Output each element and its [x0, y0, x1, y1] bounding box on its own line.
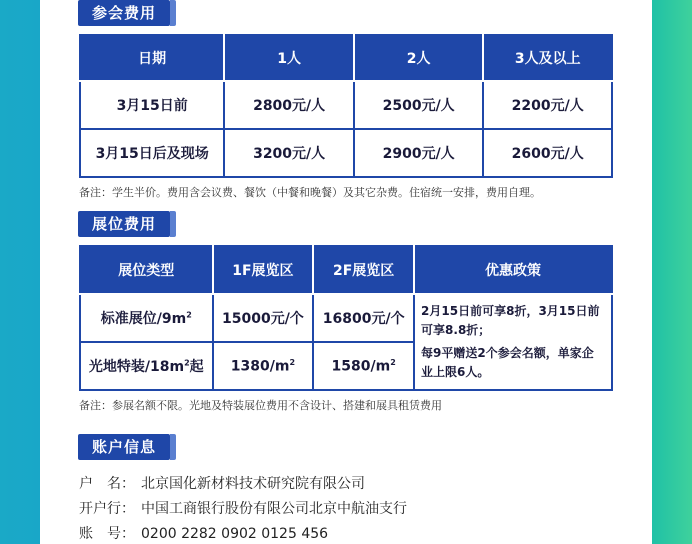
header-cell: 3人及以上: [483, 35, 612, 81]
table-cell: [313, 342, 414, 390]
booth-type-suffix: 起: [189, 359, 204, 375]
account-number-row: [79, 523, 328, 543]
table-row: [80, 129, 612, 177]
table-cell: [213, 342, 314, 390]
table-cell: 2800元/人: [224, 81, 354, 129]
price-text: 1580/m: [331, 358, 391, 375]
table-cell: 2200元/人: [483, 81, 612, 129]
table-row: [80, 294, 612, 342]
header-cell: 1F展览区: [213, 246, 314, 294]
booth-note: 备注：参展名额不限。光地及特装展位费用不含设计、搭建和展具租赁费用: [79, 399, 442, 412]
account-name-label: 户 名：: [79, 476, 135, 492]
table-cell: [80, 294, 213, 342]
booth-fee-table: [79, 245, 613, 391]
superscript: 2: [184, 358, 190, 368]
table-header-row: [80, 246, 612, 294]
header-cell: 优惠政策: [414, 246, 612, 294]
header-cell: 2F展览区: [313, 246, 414, 294]
superscript: 2: [186, 310, 192, 320]
booth-type-text: 标准展位/9m: [100, 311, 187, 327]
fee-note: 备注：学生半价。费用含会议费、餐饮（中餐和晚餐）及其它杂费。住宿统一安排，费用自理。: [79, 186, 541, 199]
table-cell: 3月15日前: [80, 81, 224, 129]
header-cell: 日期: [80, 35, 224, 81]
policy-line: 2月15日前可享8折，3月15日前可享8.8折；: [421, 304, 600, 337]
account-bank-value: 中国工商银行股份有限公司北京中航油支行: [141, 501, 407, 517]
account-bank-row: [79, 498, 407, 518]
superscript: 2: [390, 357, 396, 367]
header-cell: 1人: [224, 35, 354, 81]
table-cell: 3200元/人: [224, 129, 354, 177]
header-cell: 展位类型: [80, 246, 213, 294]
table-cell: 3月15日后及现场: [80, 129, 224, 177]
header-cell: 2人: [354, 35, 484, 81]
account-name-row: [79, 473, 365, 493]
table-header-row: [80, 35, 612, 81]
table-cell: 15000元/个: [213, 294, 314, 342]
section-heading-fees: 参会费用: [78, 0, 170, 26]
section-heading-account: 账户信息: [78, 434, 170, 460]
table-cell: 16800元/个: [313, 294, 414, 342]
superscript: 2: [289, 357, 296, 367]
policy-cell: [414, 294, 612, 390]
booth-type-text: 光地特装/18m: [88, 359, 185, 375]
table-cell: 2500元/人: [354, 81, 484, 129]
price-text: 1380/m: [230, 358, 290, 375]
table-cell: 2600元/人: [483, 129, 612, 177]
attendance-fee-table: [79, 34, 613, 178]
table-cell: 2900元/人: [354, 129, 484, 177]
table-cell: [80, 342, 213, 390]
account-name-value: 北京国化新材料技术研究院有限公司: [141, 476, 365, 492]
account-bank-label: 开户行：: [79, 501, 135, 517]
section-heading-booth: 展位费用: [78, 211, 170, 237]
table-row: [80, 81, 612, 129]
account-number-value: 0200 2282 0902 0125 456: [141, 526, 329, 542]
policy-line: 每9平赠送2个参会名额，单家企业上限6人。: [421, 346, 594, 379]
account-number-label: 账 号：: [79, 526, 135, 542]
